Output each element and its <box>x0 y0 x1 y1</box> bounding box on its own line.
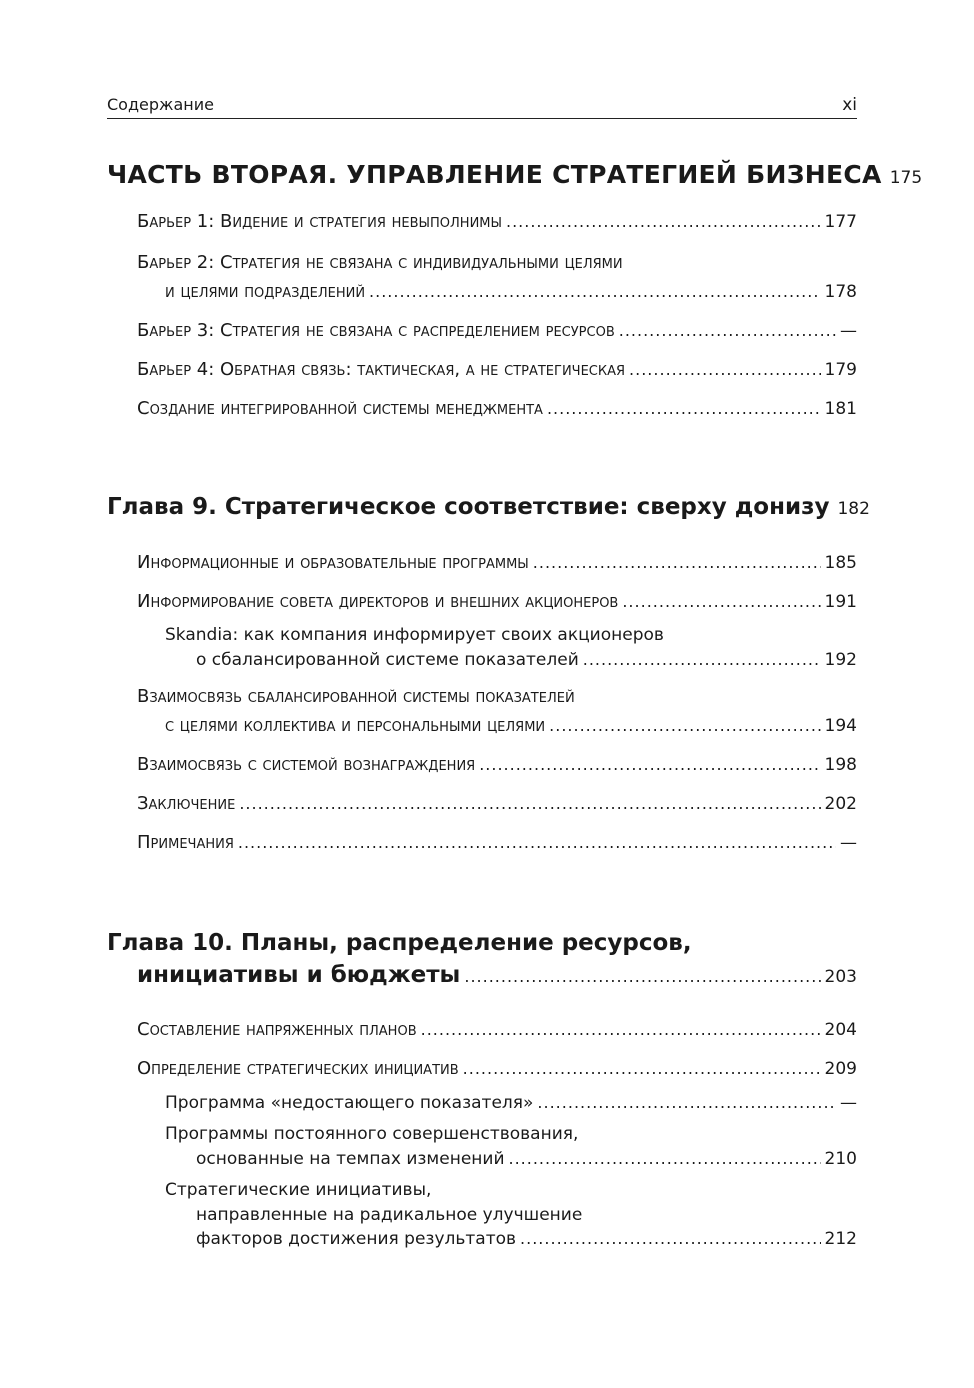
entry-title-line2: направленные на радикальное улучшение <box>196 1205 583 1225</box>
leader-dots <box>369 282 821 301</box>
leader-dots <box>619 321 836 340</box>
entry-title: Информирование совета директоров и внешних акционеров <box>137 591 619 612</box>
leader-dots <box>629 360 821 379</box>
entry-title-line2: и целями подразделений <box>165 281 366 302</box>
leader-dots <box>533 553 821 572</box>
toc-entry[interactable] <box>165 1093 857 1113</box>
leader-dots <box>238 833 836 852</box>
toc-entry[interactable] <box>137 320 857 341</box>
leader-dots <box>239 794 820 813</box>
leader-dots <box>464 967 820 986</box>
leader-dots <box>463 1059 821 1078</box>
entry-title: Взаимосвязь с системой вознаграждения <box>137 754 476 775</box>
entry-title: Барьер 4: Обратная связь: тактическая, а не стратегическая <box>137 359 626 380</box>
toc-part-two[interactable] <box>107 160 923 189</box>
entry-title: Составление напряженных планов <box>137 1019 417 1040</box>
chapter-title: Глава 9. Стратегическое соответствие: сверху донизу <box>107 494 830 520</box>
leader-dots <box>479 755 820 774</box>
entry-title: Заключение <box>137 793 236 814</box>
toc-entry[interactable] <box>137 754 857 775</box>
page-number: — <box>840 321 857 341</box>
toc-chapter-9[interactable] <box>107 494 870 520</box>
entry-title-line1: Барьер 2: Стратегия не связана с индивидуальными целями <box>137 252 623 273</box>
page-number: 202 <box>824 794 857 814</box>
entry-title: Информационные и образовательные программы <box>137 552 529 573</box>
entry-title: Примечания <box>137 832 234 853</box>
toc-entry[interactable] <box>137 398 857 419</box>
page-number: 177 <box>824 212 857 232</box>
entry-title-line1: Skandia: как компания информирует своих акционеров <box>165 625 664 645</box>
toc-entry[interactable] <box>196 1149 857 1169</box>
toc-entry[interactable] <box>165 715 857 736</box>
header-page-number: xi <box>842 95 857 115</box>
leader-dots <box>547 399 821 418</box>
leader-dots <box>549 716 820 735</box>
entry-title-line1: Взаимосвязь сбалансированной системы показателей <box>137 686 575 707</box>
toc-entry[interactable] <box>137 359 857 380</box>
entry-title: Барьер 3: Стратегия не связана с распределением ресурсов <box>137 320 615 341</box>
page-number: 198 <box>824 755 857 775</box>
entry-title-line1: Программы постоянного совершенствования, <box>165 1124 579 1144</box>
toc-entry[interactable] <box>137 1019 857 1040</box>
header-section-title: Содержание <box>107 95 214 114</box>
page-number: 212 <box>824 1229 857 1249</box>
toc-entry[interactable] <box>137 1058 857 1079</box>
toc-entry[interactable] <box>137 552 857 573</box>
chapter-title-line1: Глава 10. Планы, распределение ресурсов, <box>107 930 692 956</box>
entry-title-line2: о сбалансированной системе показателей <box>196 650 579 670</box>
toc-chapter-10[interactable] <box>137 962 857 988</box>
entry-title-line2: основанные на темпах изменений <box>196 1149 505 1169</box>
entry-title-line2: с целями коллектива и персональными целями <box>165 715 546 736</box>
page-number: 210 <box>824 1149 857 1169</box>
page-number: 203 <box>824 967 857 987</box>
page-number: 185 <box>824 553 857 573</box>
leader-dots <box>583 650 821 669</box>
page-number: 204 <box>824 1020 857 1040</box>
entry-title-line3: факторов достижения результатов <box>196 1229 517 1249</box>
part-title: ЧАСТЬ ВТОРАЯ. УПРАВЛЕНИЕ СТРАТЕГИЕЙ БИЗНЕСА <box>107 160 882 189</box>
page-number: 181 <box>824 399 857 419</box>
leader-dots <box>506 212 821 231</box>
page-number: 192 <box>824 650 857 670</box>
page-number: 194 <box>824 716 857 736</box>
leader-dots <box>509 1149 821 1168</box>
entry-title: Определение стратегических инициатив <box>137 1058 459 1079</box>
page-number: 178 <box>824 282 857 302</box>
entry-title-line1: Стратегические инициативы, <box>165 1180 432 1200</box>
page-number: 179 <box>824 360 857 380</box>
page-number: 175 <box>889 168 923 188</box>
page-number: 209 <box>824 1059 857 1079</box>
page-number: — <box>840 833 857 853</box>
toc-entry[interactable] <box>137 211 857 232</box>
entry-title: Создание интегрированной системы менеджмента <box>137 398 543 419</box>
toc-entry[interactable] <box>137 832 857 853</box>
entry-title: Барьер 1: Видение и стратегия невыполнимы <box>137 211 502 232</box>
toc-entry[interactable] <box>196 1229 857 1249</box>
chapter-title-line2: инициативы и бюджеты <box>137 962 461 988</box>
leader-dots <box>622 592 820 611</box>
running-header <box>107 94 857 119</box>
leader-dots <box>421 1020 821 1039</box>
leader-dots <box>537 1093 836 1112</box>
toc-entry[interactable] <box>137 793 857 814</box>
page-number: — <box>840 1093 857 1113</box>
leader-dots <box>520 1229 821 1248</box>
entry-title: Программа «недостающего показателя» <box>165 1093 534 1113</box>
page-number: 191 <box>824 592 857 612</box>
page-number: 182 <box>837 499 870 519</box>
toc-entry[interactable] <box>137 591 857 612</box>
toc-entry[interactable] <box>165 281 857 302</box>
toc-entry[interactable] <box>196 650 857 670</box>
